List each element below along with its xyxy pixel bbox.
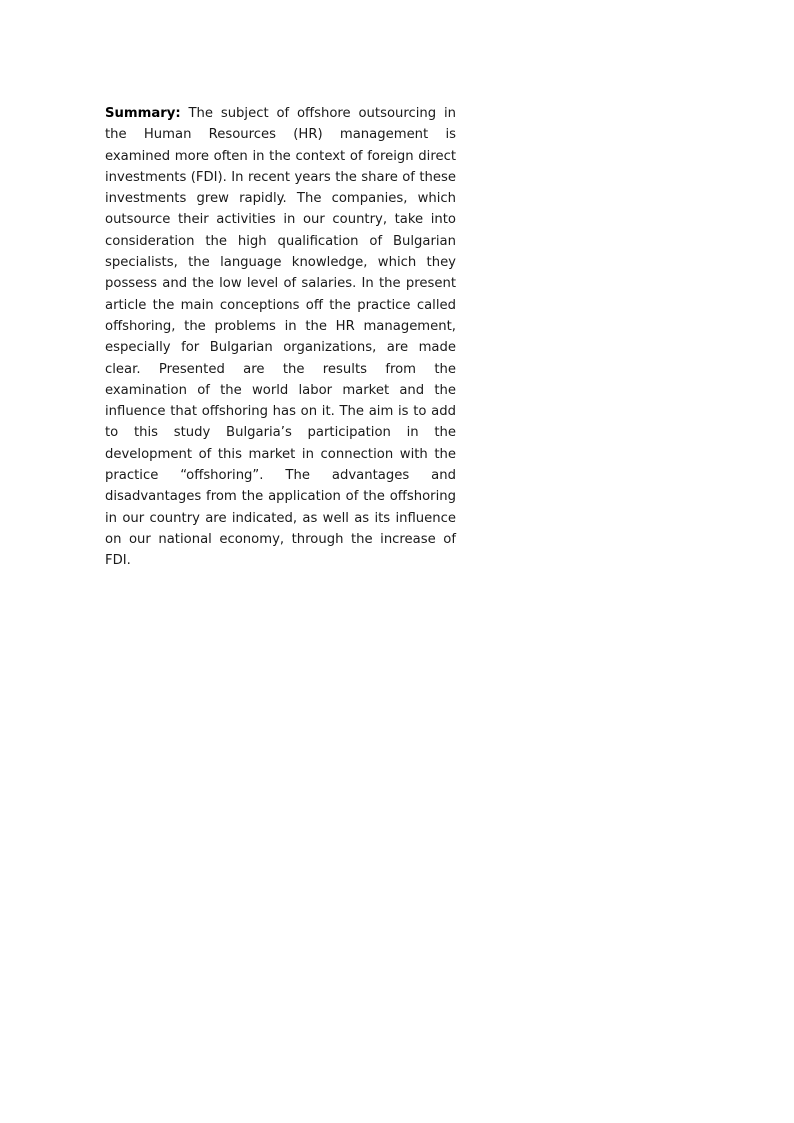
summary-paragraph <box>105 103 456 572</box>
summary-block <box>105 103 456 572</box>
summary-label: Summary: <box>105 106 181 121</box>
summary-body-text: The subject of offshore outsourcing in the Human Resources (HR) management is examined more often in the context of foreign direct investments (FDI). In recent years the share of these investments grew rapidly. The companies, which outsource their activities in our country, take into consideration the high qualification of Bulgarian specialists, the language knowledge, which they possess and the low level of salaries. In the present article the main conceptions off the practice called offshoring, the problems in the HR management, especially for Bulgarian organizations, are made clear. Presented are the results from the examination of the world labor market and the influence that offshoring has on it. The aim is to add to this study Bulgaria’s participation in the development of this market in connection with the practice “offshoring”. The advantages and disadvantages from the application of the offshoring in our country are indicated, as well as its influence on our national economy, through the increase of FDI. <box>105 106 456 569</box>
